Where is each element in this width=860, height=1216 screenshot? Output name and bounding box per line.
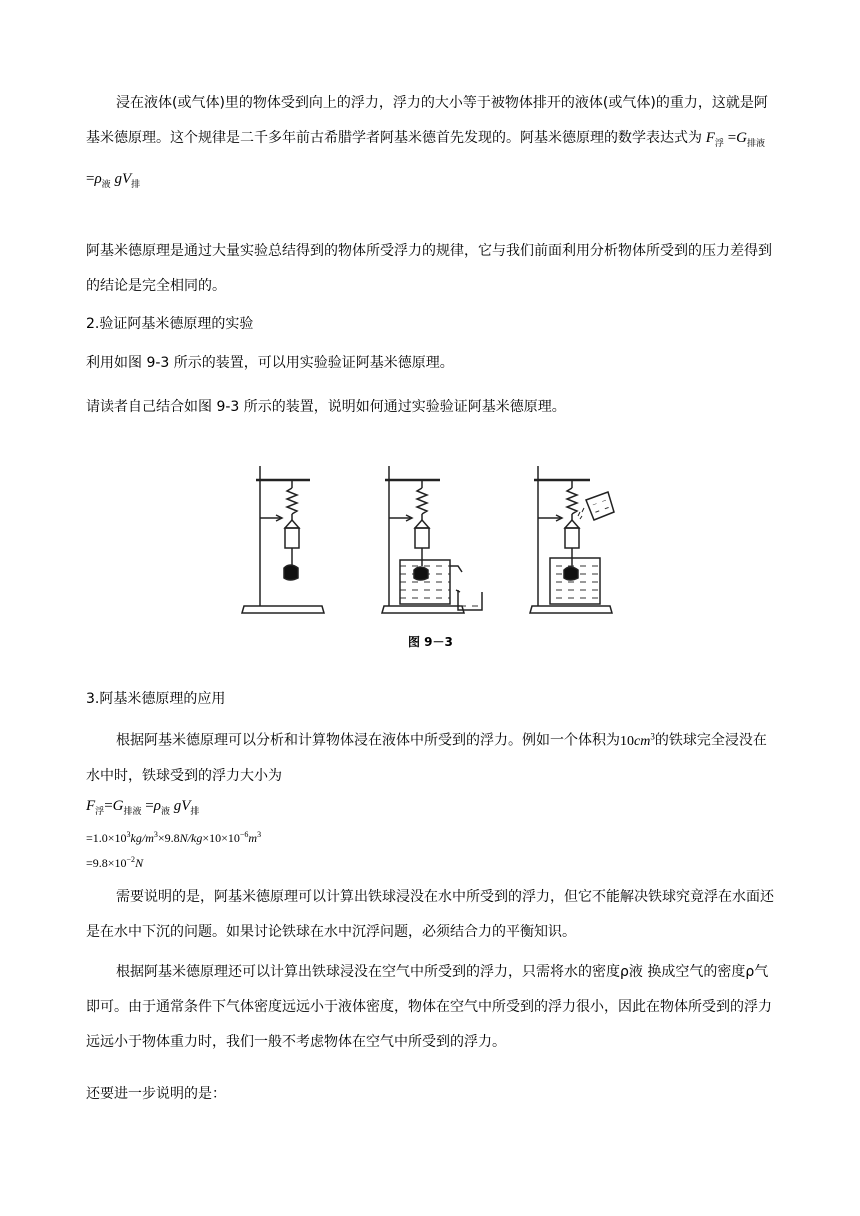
apparatus-1 (242, 466, 324, 613)
figure-9-3 (230, 458, 630, 658)
paragraph-text: 需要说明的是，阿基米德原理可以计算出铁球浸没在水中所受到的浮力，但它不能解决铁球究竟浮在水面还是在水中下沉的问题。如果讨论铁球在水中沉浮问题，必须结合力的平衡知识。 (86, 889, 774, 940)
paragraph-text-cont: 的铁球完全浸没在水中时，铁球受到的浮力大小为 (86, 732, 767, 784)
calc-line-2: $=9.8\times 10^{-2}N$ (86, 855, 144, 870)
paragraph-text: 根据阿基米德原理还可以计算出铁球浸没在空气中所受到的浮力，只需将水的密度ρ液 换成空气的密度ρ气即可。由于通常条件下气体密度远远小于液体密度，物体在空气中所受到的浮力很小，因此在物体所受到的浮力远远小于物体重力时，我们一般不考虑物体在空气中所受到的浮力。 (86, 964, 772, 1050)
paragraph-text: 还要进一步说明的是： (86, 1086, 226, 1102)
paragraph-experiment-intro (86, 348, 776, 378)
paragraph-reader-task (86, 392, 776, 422)
heading-text: 2.验证阿基米德原理的实验 (86, 316, 254, 332)
paragraph-air-buoyancy (86, 955, 776, 1060)
paragraph-text: 阿基米德原理是通过大量实验总结得到的物体所受浮力的规律，它与我们前面利用分析物体所受到的压力差得到的结论是完全相同的。 (86, 243, 772, 294)
formula-buoyancy: $F_浮=G_{排液} =\rho_液$ $gV_排$ (86, 798, 200, 817)
paragraph-text: 浸在液体(或气体)里的物体受到向上的浮力，浮力的大小等于被物体排开的液体(或气体)的重力，这就是阿基米德原理。这个规律是二千多年前古希腊学者阿基米德首先发现的。阿基米德原理的数学表达式为 (86, 95, 768, 146)
figure-caption: 图 9－3 (408, 635, 453, 649)
heading-text: 3.阿基米德原理的应用 (86, 691, 226, 707)
section-heading-3 (86, 684, 776, 714)
section-heading-2 (86, 309, 776, 339)
paragraph-text: 根据阿基米德原理可以分析和计算物体浸在液体中所受到的浮力。例如一个体积为 (116, 732, 620, 749)
calc-line-1: $=1.0\times 10^3kg/m^3\times 9.8N/kg\times 10\times 10^{-6}m^3$ (86, 830, 262, 845)
paragraph-archimedes-principle (86, 86, 776, 203)
formula-inline: $F_浮 =G_{排液} =\rho_液$ $gV_排$ (86, 130, 766, 190)
paragraph-text: 利用如图 9-3 所示的装置，可以用实验验证阿基米德原理。 (86, 355, 454, 371)
paragraph-further-note (86, 1077, 776, 1112)
volume-value: $10cm^3$ (620, 731, 655, 749)
paragraph-note-sinking (86, 880, 776, 950)
apparatus-2 (382, 466, 482, 613)
paragraph-application (86, 719, 776, 794)
paragraph-principle-summary (86, 234, 776, 304)
apparatus-3 (530, 466, 614, 613)
paragraph-text: 请读者自己结合如图 9-3 所示的装置，说明如何通过实验验证阿基米德原理。 (86, 399, 566, 415)
